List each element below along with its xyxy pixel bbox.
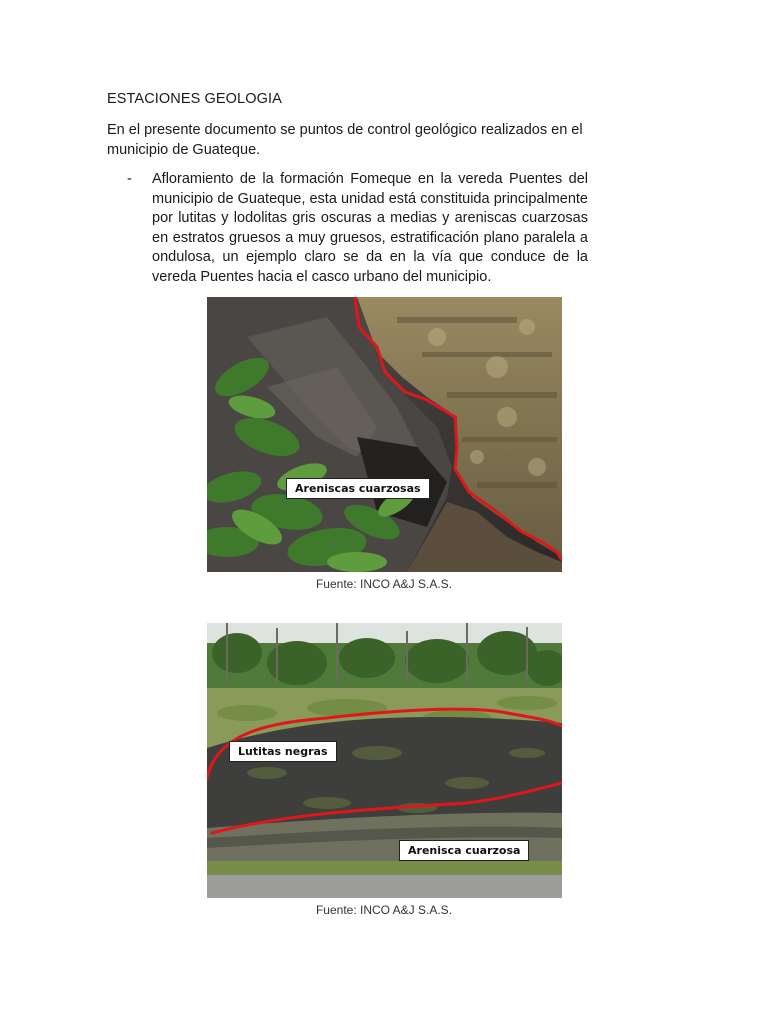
outcrop-photo-1 [207, 297, 562, 572]
bullet-text: Afloramiento de la formación Fomeque en la vereda Puentes del municipio de Guateque, esta unidad está constituida principalmente por lutitas y lodolitas gris oscuras a medias y areniscas cuarzosas en estratos gruesos a muy gruesos, estratificación plano paralela a ondulosa, un ejemplo claro se da en la vía que conduce de la vereda Puentes hacia el casco urbano del municipio. [152, 171, 588, 285]
outcrop-photo-2 [207, 623, 562, 898]
photo2-label-arenisca: Arenisca cuarzosa [399, 840, 529, 861]
intro-paragraph: En el presente documento se puntos de control geológico realizados en el municipio de Guateque. [107, 122, 583, 158]
bullet-marker: - [127, 171, 132, 187]
photo2-caption: Fuente: INCO A&J S.A.S. [315, 903, 453, 917]
photo2-label-lutitas: Lutitas negras [229, 741, 337, 762]
outcrop-photo-1-image [207, 297, 562, 572]
photo1-caption: Fuente: INCO A&J S.A.S. [315, 577, 453, 591]
document-title: ESTACIONES GEOLOGIA [107, 91, 282, 107]
photo1-label-areniscas: Areniscas cuarzosas [286, 478, 430, 499]
